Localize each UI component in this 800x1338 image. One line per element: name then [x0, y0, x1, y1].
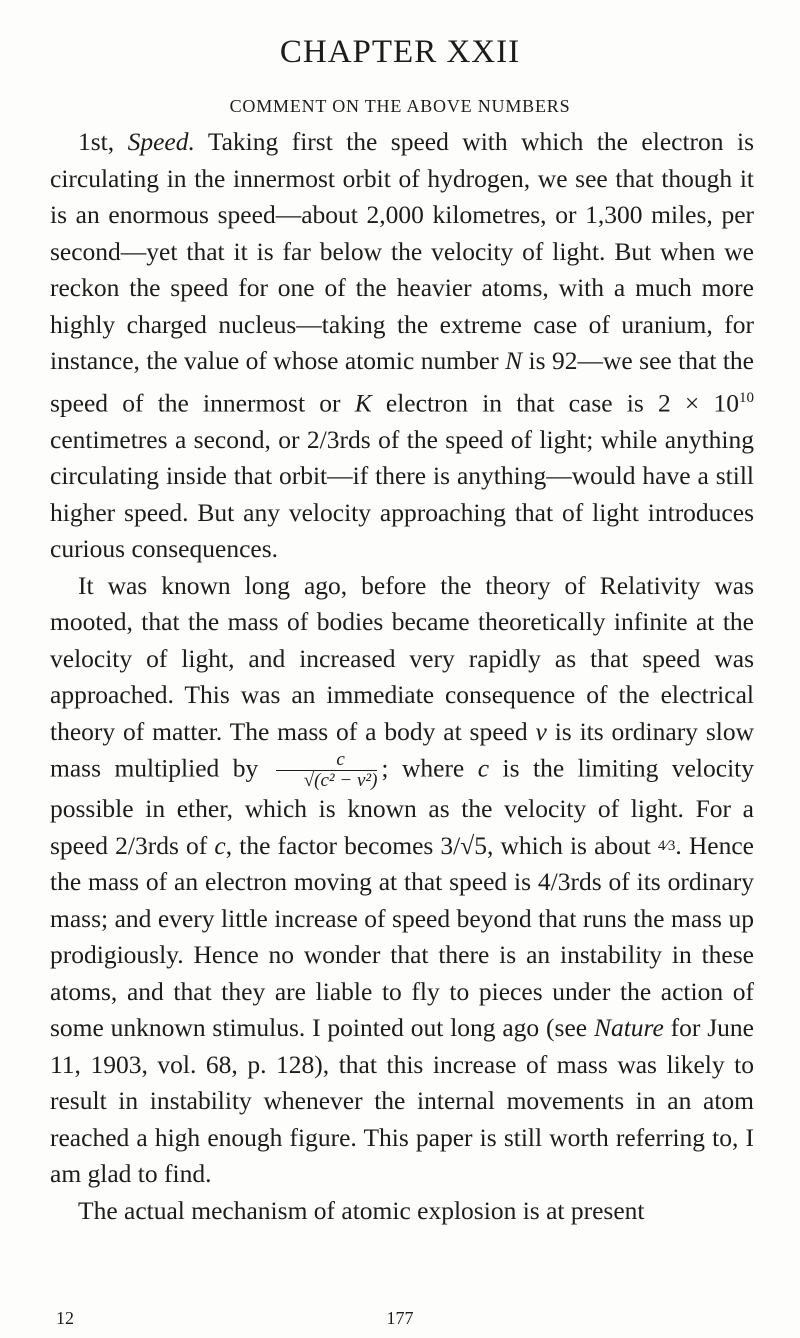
- text-run: . Hence the mass of an electron moving at that speed is 4/3rds of its ordinary mass; and every little increase of speed beyond that runs the mass up prodigiously. Hence no wonder that there is an instability in these atoms, and that they are liable to fly to pieces under the action of some unknown stimulus. I pointed out long ago (see: [50, 830, 754, 1042]
- text-run: The actual mechanism of atomic explosion is at present: [78, 1195, 645, 1225]
- paragraph-mass: [50, 568, 754, 1193]
- mass-factor-fraction: [276, 750, 378, 791]
- lead-sep: ,: [107, 127, 128, 156]
- text-run: for June 11, 1903, vol. 68, p. 128), that this increase of mass was likely to result in instability whenever the internal movements in an atom reached a high enough figure. This paper is still worth referring to, I am glad to find.: [50, 1013, 754, 1188]
- fraction-numerator: c: [276, 750, 378, 771]
- chapter-title: CHAPTER XXII: [279, 34, 521, 70]
- signature-mark: 12: [56, 1308, 74, 1328]
- text-run: , the factor becomes 3/√5, which is about: [225, 830, 658, 860]
- text-run: Taking first the speed with which the electron is circulating in the innermost orbit of hydrogen, we see that though it is an enormous speed—about 2,000 kilometres, or 1,300 miles, per second—yet that it is far below the velocity of light. But when we reckon the speed for one of the heavier atoms, with a much more highly charged nucleus—taking the extreme case of uranium, for instance, the value of whose atomic number: [50, 127, 754, 375]
- text-run: centimetres a second, or 2/3rds of the speed of light; while anything circulating inside that orbit—if there is anything—would have a still higher speed. But any velocity approaching that of light introduces curious consequences.: [50, 424, 754, 563]
- lead-ordinal: 1st: [78, 127, 108, 156]
- section-heading: COMMENT ON THE ABOVE NUMBERS: [229, 96, 571, 116]
- body-text: [50, 124, 754, 1229]
- text-run: is 92—we see that the speed of the innermost or: [50, 346, 754, 417]
- small-fraction: 4⁄3: [657, 837, 676, 854]
- paragraph-speed: [50, 124, 754, 568]
- paragraph-mechanism: [50, 1193, 754, 1230]
- page-number: 177: [386, 1308, 414, 1328]
- page-footer: [0, 1308, 800, 1332]
- text-run: is the limiting velocity possible in ether, which is known as the velocity of light. For a speed 2/3rds of: [50, 753, 754, 860]
- journal-name: Nature: [593, 1013, 664, 1042]
- symbol-v: v: [535, 716, 547, 746]
- fraction-denominator: √(c² − v²): [303, 770, 378, 791]
- symbol-k: K: [354, 388, 372, 417]
- text-run: is its ordinary slow mass multiplied by: [50, 716, 754, 783]
- symbol-c: c: [214, 830, 226, 860]
- lead-title: Speed.: [127, 127, 195, 156]
- text-run: electron in that case is 2 × 10: [371, 388, 739, 417]
- text-run: It was known long ago, before the theory of Relativity was mooted, that the mass of bodies became theoretically infinite at the velocity of light, and increased very rapidly as that speed was approached. This was an immediate consequence of the electrical theory of matter. The mass of a body at speed: [50, 570, 754, 746]
- exponent: 10: [739, 389, 754, 406]
- symbol-c: c: [477, 753, 490, 783]
- symbol-n: N: [505, 346, 523, 375]
- text-run: ; where: [381, 753, 478, 783]
